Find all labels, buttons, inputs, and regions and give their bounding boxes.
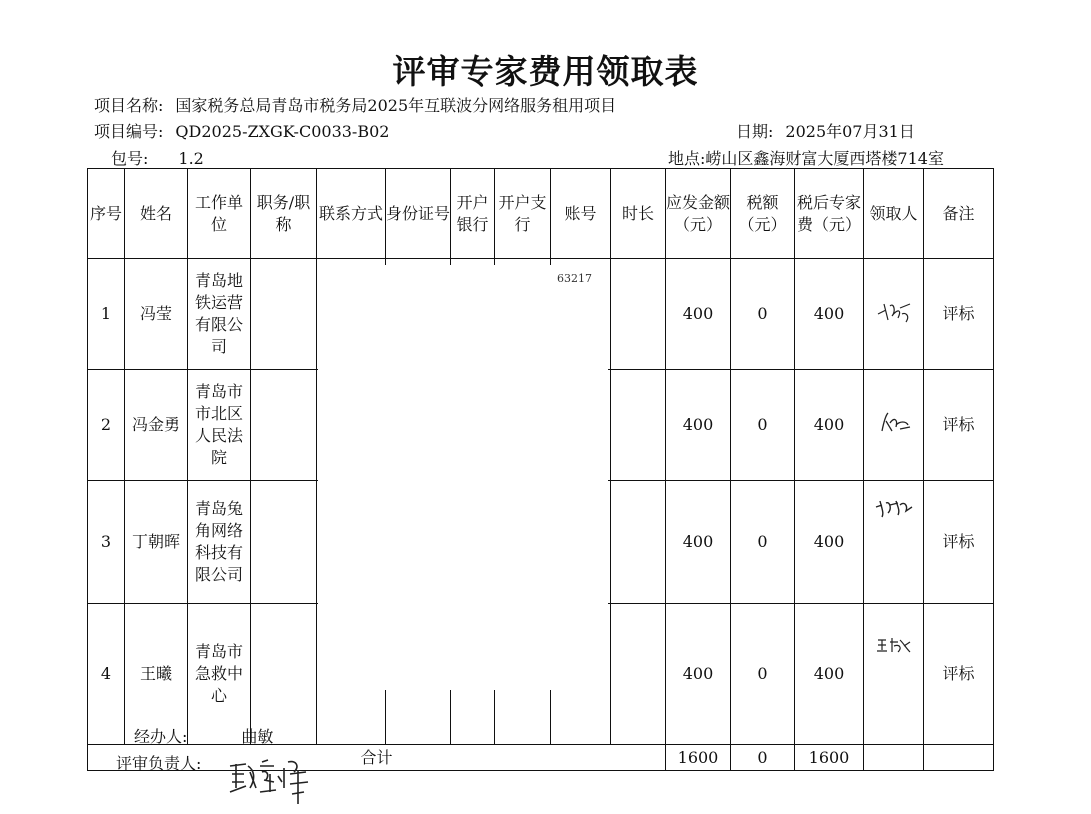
row-no: 2 [88,370,125,481]
total-signature-cell [864,745,924,771]
row-unit: 青岛市急救中心 [188,604,251,745]
table-header-row [88,169,994,259]
col-header: 领取人 [864,169,924,259]
row-note: 评标 [924,604,994,745]
row-note: 评标 [924,259,994,370]
row-no: 1 [88,259,125,370]
row-duration [611,259,666,370]
account-partial: 63217 [557,272,592,285]
row-signature [864,481,924,604]
signature-image [872,493,916,521]
project-name: 国家税务总局青岛市税务局2025年互联波分网络服务租用项目 [175,96,617,115]
total-row [88,745,994,771]
col-header: 姓名 [125,169,188,259]
row-signature [864,604,924,745]
signature-image [874,407,914,437]
row-net: 400 [795,604,864,745]
total-note-cell [924,745,994,771]
signature-image [874,634,914,656]
total-tax: 0 [731,745,795,771]
row-gross: 400 [666,259,731,370]
col-header: 税后专家费（元） [795,169,864,259]
package: 1.2 [178,149,204,168]
total-net: 1600 [795,745,864,771]
row-no: 4 [88,604,125,745]
row-name: 冯金勇 [125,370,188,481]
handler: 曲敏 [241,727,274,746]
row-unit: 青岛市市北区人民法院 [188,370,251,481]
location-label: 地点: [668,149,706,168]
row-title [251,370,317,481]
row-duration [611,370,666,481]
row-title [251,259,317,370]
handler-label: 经办人: [134,727,188,746]
col-header: 税额（元） [731,169,795,259]
row-unit: 青岛地铁运营有限公司 [188,259,251,370]
col-header: 应发金额（元） [666,169,731,259]
col-header: 开户支行 [495,169,551,259]
row-tax: 0 [731,259,795,370]
row-note: 评标 [924,370,994,481]
document-title: 评审专家费用领取表 [392,52,699,91]
location: 崂山区鑫海财富大厦西塔楼714室 [705,149,944,168]
project-no-line [94,119,389,142]
col-header: 备注 [924,169,994,259]
project-no-label: 项目编号: [94,122,164,141]
row-duration [611,481,666,604]
row-no: 3 [88,481,125,604]
col-header: 账号 [551,169,611,259]
date-line [736,119,915,142]
col-header: 联系方式 [317,169,386,259]
row-tax: 0 [731,604,795,745]
redaction-block [318,265,608,690]
review-lead-line [116,751,201,774]
row-signature [864,370,924,481]
date-label: 日期: [736,122,774,141]
handler-line [134,724,273,747]
project-no: QD2025-ZXGK-C0033-B02 [175,122,390,141]
row-signature [864,259,924,370]
row-title [251,481,317,604]
signature-image [874,294,914,328]
col-header: 序号 [88,169,125,259]
row-unit: 青岛兔角网络科技有限公司 [188,481,251,604]
date: 2025年07月31日 [785,122,915,141]
row-tax: 0 [731,370,795,481]
review-lead-label: 评审负责人: [116,754,202,773]
project-name-line [94,93,616,116]
col-header: 工作单位 [188,169,251,259]
col-header: 时长 [611,169,666,259]
row-gross: 400 [666,481,731,604]
col-header: 身份证号 [386,169,451,259]
row-net: 400 [795,259,864,370]
row-name: 冯莹 [125,259,188,370]
review-lead-signature-image [226,752,326,808]
col-header: 开户银行 [451,169,495,259]
row-net: 400 [795,370,864,481]
package-line [111,146,204,169]
row-gross: 400 [666,370,731,481]
row-tax: 0 [731,481,795,604]
row-net: 400 [795,481,864,604]
row-name: 丁朝晖 [125,481,188,604]
row-duration [611,604,666,745]
total-label: 合计 [88,745,666,771]
location-line [668,146,944,169]
row-note: 评标 [924,481,994,604]
total-gross: 1600 [666,745,731,771]
row-name: 王曦 [125,604,188,745]
row-gross: 400 [666,604,731,745]
col-header: 职务/职称 [251,169,317,259]
package-label: 包号: [111,149,149,168]
project-name-label: 项目名称: [94,96,164,115]
